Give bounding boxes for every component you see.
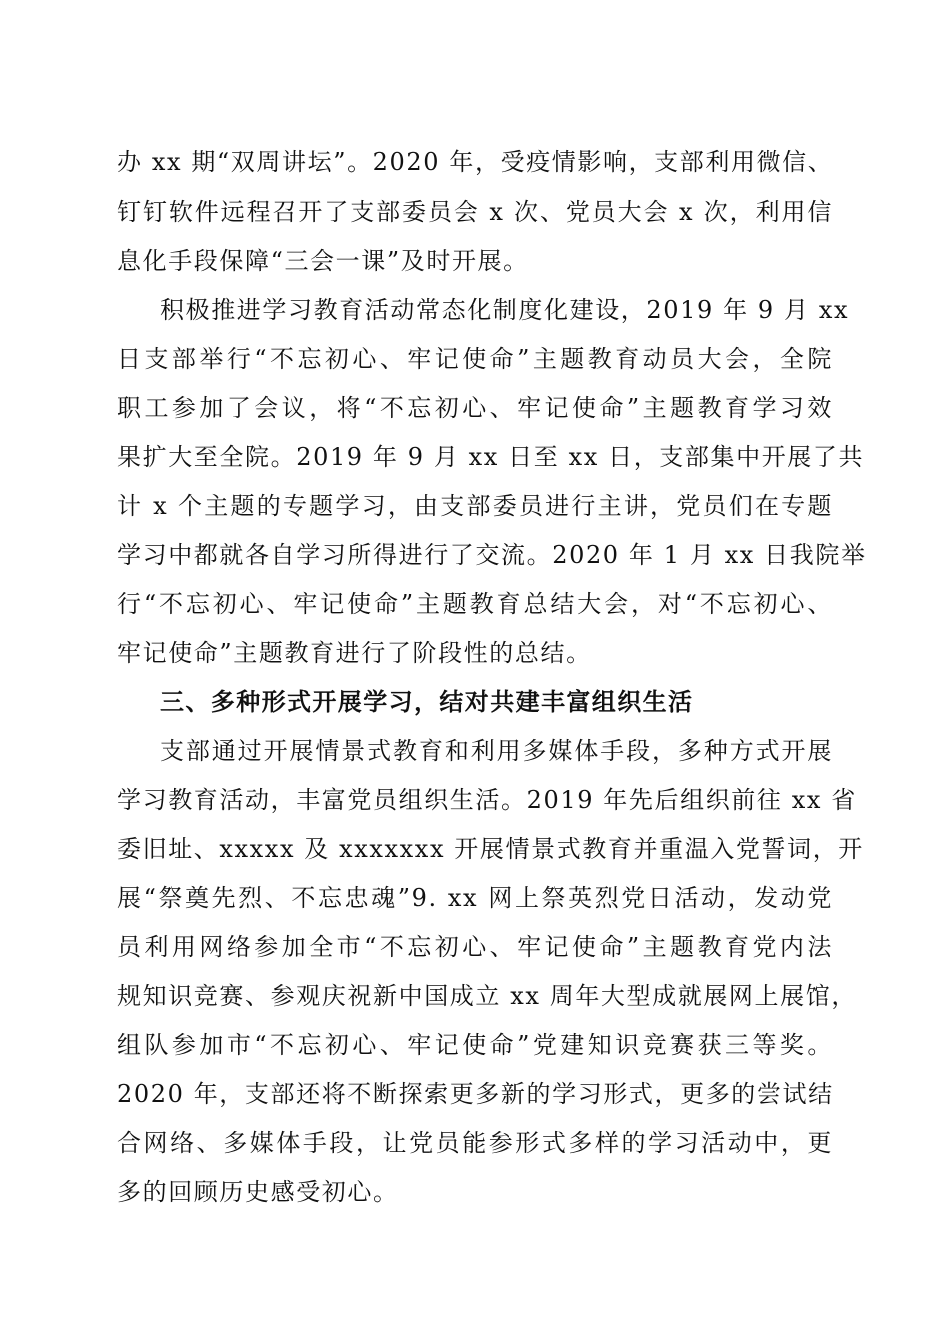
paragraph-line: 规知识竞赛、参观庆祝新中国成立 xx 周年大型成就展网上展馆， — [117, 982, 857, 1010]
paragraph-line: 组队参加市“不忘初心、牢记使命”党建知识竞赛获三等奖。 — [117, 1031, 833, 1059]
paragraph-line: 办 xx 期“双周讲坛”。2020 年，受疫情影响，支部利用微信、 — [117, 148, 834, 176]
paragraph-line: 计 x 个主题的专题学习，由支部委员进行主讲，党员们在专题 — [117, 492, 833, 520]
paragraph-line: 委旧址、xxxxx 及 xxxxxxx 开展情景式教育并重温入党誓词，开 — [117, 835, 864, 863]
paragraph-line: 多的回顾历史感受初心。 — [117, 1178, 399, 1206]
paragraph-line: 员利用网络参加全市“不忘初心、牢记使命”主题教育党内法 — [117, 933, 833, 961]
paragraph-line: 2020 年，支部还将不断探索更多新的学习形式，更多的尝试结 — [117, 1080, 834, 1108]
paragraph-line: 职工参加了会议，将“不忘初心、牢记使命”主题教育学习效 — [117, 394, 833, 422]
paragraph-line: 牢记使命”主题教育进行了阶段性的总结。 — [117, 639, 592, 667]
paragraph-line: 展“祭奠先烈、不忘忠魂”9. xx 网上祭英烈党日活动，发动党 — [117, 884, 833, 912]
paragraph-line: 息化手段保障“三会一课”及时开展。 — [117, 247, 529, 275]
paragraph-line: 积极推进学习教育活动常态化制度化建设，2019 年 9 月 xx — [160, 296, 850, 324]
section-heading: 三、多种形式开展学习，结对共建丰富组织生活 — [160, 688, 694, 716]
paragraph-line: 学习教育活动，丰富党员组织生活。2019 年先后组织前往 xx 省 — [117, 786, 857, 814]
paragraph-line: 日支部举行“不忘初心、牢记使命”主题教育动员大会，全院 — [117, 345, 833, 373]
paragraph-line: 钉钉软件远程召开了支部委员会 x 次、党员大会 x 次，利用信 — [117, 198, 833, 226]
paragraph-line: 果扩大至全院。2019 年 9 月 xx 日至 xx 日，支部集中开展了共 — [117, 443, 865, 471]
paragraph-line: 支部通过开展情景式教育和利用多媒体手段，多种方式开展 — [160, 737, 833, 765]
paragraph-line: 学习中都就各自学习所得进行了交流。2020 年 1 月 xx 日我院举 — [117, 541, 867, 569]
paragraph-line: 合网络、多媒体手段，让党员能参形式多样的学习活动中，更 — [117, 1129, 833, 1157]
paragraph-line: 行“不忘初心、牢记使命”主题教育总结大会，对“不忘初心、 — [117, 590, 833, 618]
